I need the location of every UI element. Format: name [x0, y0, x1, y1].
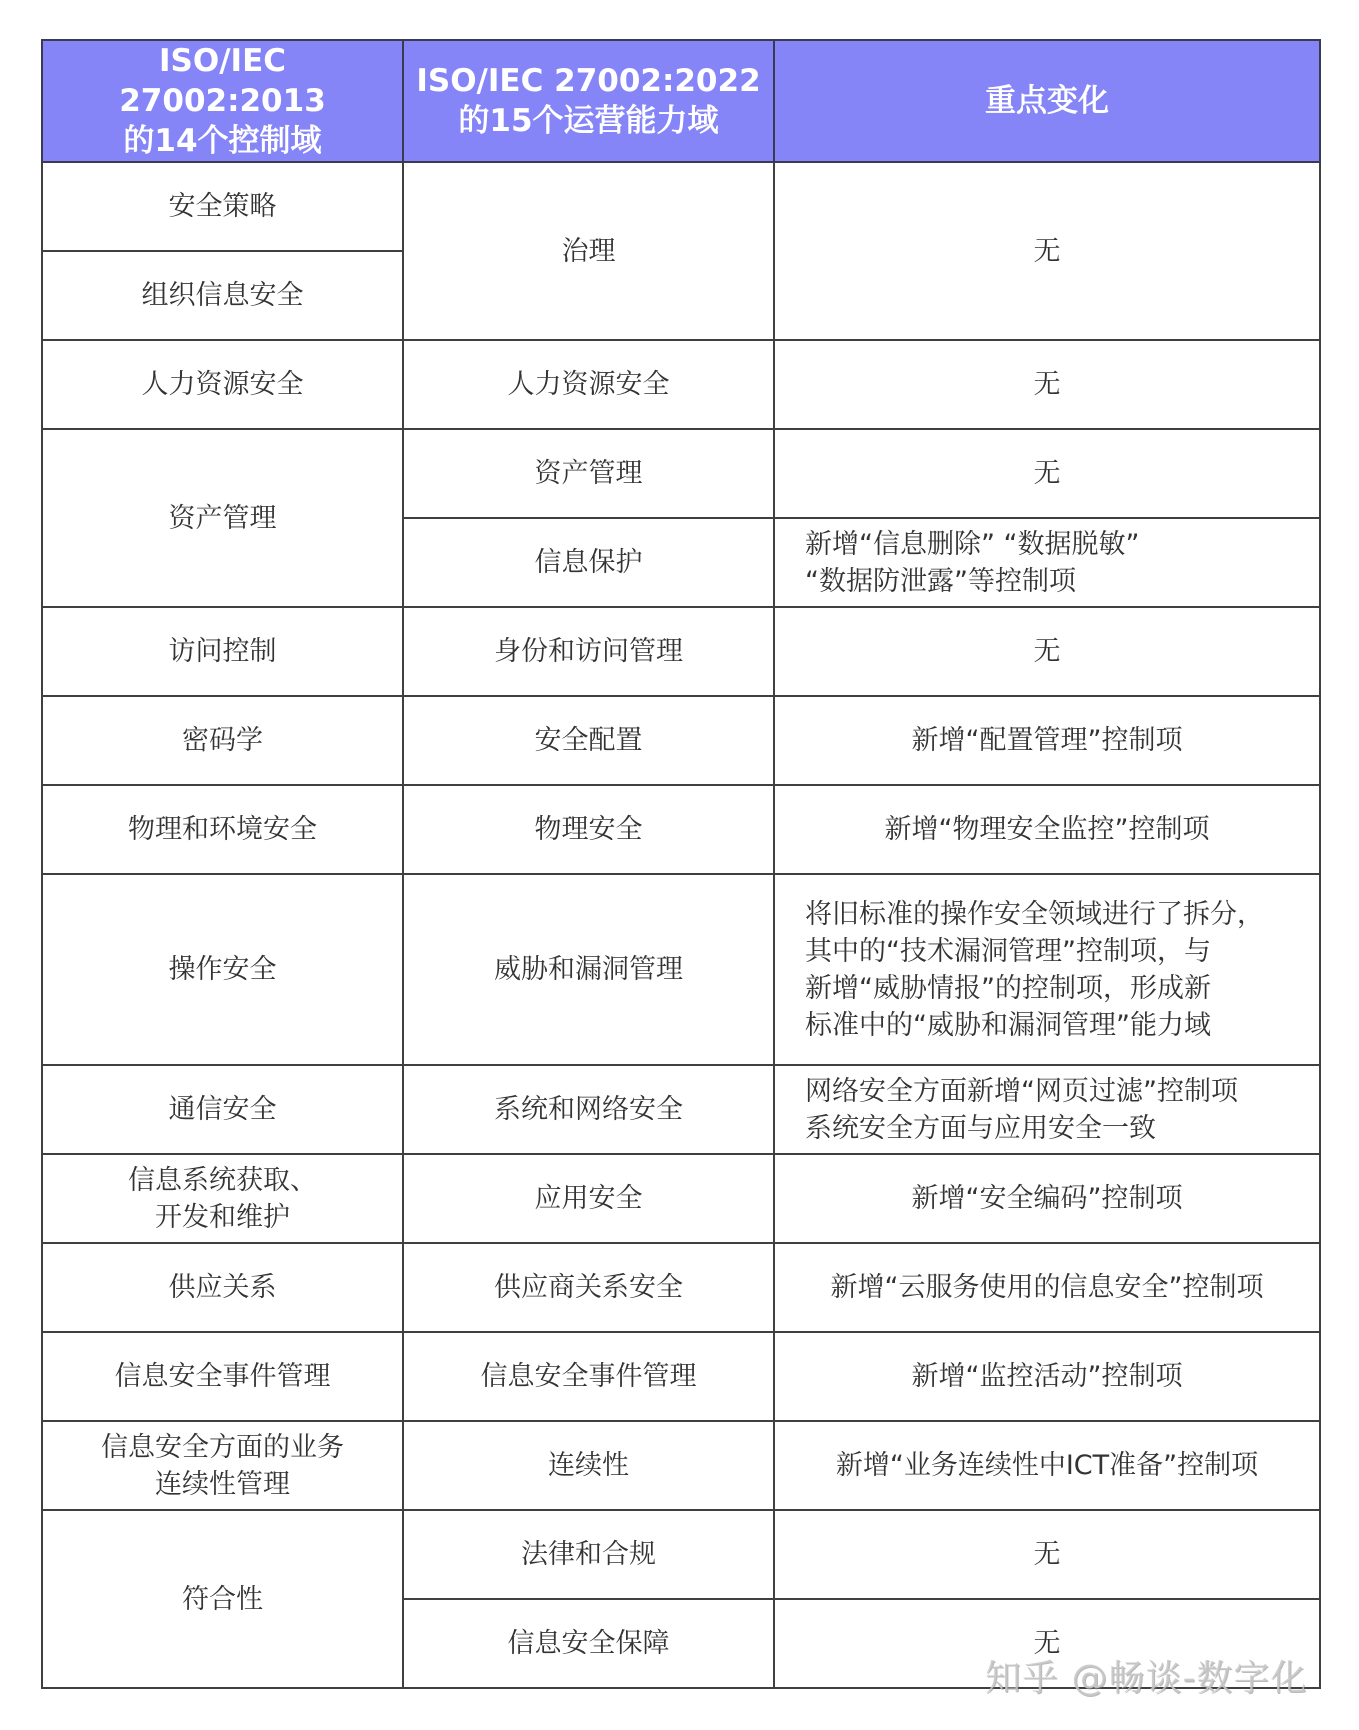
old-domain-cell: 信息安全方面的业务 连续性管理 — [42, 1421, 403, 1510]
change-cell: 网络安全方面新增“网页过滤”控制项 系统安全方面与应用安全一致 — [774, 1065, 1320, 1154]
old-domain-cell: 组织信息安全 — [42, 251, 403, 340]
old-domain-cell: 密码学 — [42, 696, 403, 785]
table-row — [42, 696, 1320, 785]
table-row — [42, 162, 1320, 251]
change-cell: 无 — [774, 162, 1320, 340]
old-domain-cell: 信息安全事件管理 — [42, 1332, 403, 1421]
change-cell: 新增“安全编码”控制项 — [774, 1154, 1320, 1243]
new-domain-cell: 供应商关系安全 — [403, 1243, 774, 1332]
old-domain-cell: 访问控制 — [42, 607, 403, 696]
header-iso-2013: ISO/IEC 27002:2013 的14个控制域 — [42, 40, 403, 162]
table-row — [42, 1332, 1320, 1421]
table-row — [42, 1510, 1320, 1599]
change-cell: 将旧标准的操作安全领域进行了拆分， 其中的“技术漏洞管理”控制项，与 新增“威胁情报”的控制项，形成新 标准中的“威胁和漏洞管理”能力域 — [774, 874, 1320, 1065]
new-domain-cell: 身份和访问管理 — [403, 607, 774, 696]
old-domain-cell: 安全策略 — [42, 162, 403, 251]
old-domain-cell: 通信安全 — [42, 1065, 403, 1154]
new-domain-cell: 安全配置 — [403, 696, 774, 785]
new-domain-cell: 应用安全 — [403, 1154, 774, 1243]
old-domain-cell: 资产管理 — [42, 429, 403, 607]
change-cell: 新增“云服务使用的信息安全”控制项 — [774, 1243, 1320, 1332]
comparison-table — [41, 39, 1321, 1689]
new-domain-cell: 连续性 — [403, 1421, 774, 1510]
table-row — [42, 1421, 1320, 1510]
table-row — [42, 1065, 1320, 1154]
old-domain-cell: 供应关系 — [42, 1243, 403, 1332]
header-iso-2022: ISO/IEC 27002:2022 的15个运营能力域 — [403, 40, 774, 162]
old-domain-cell: 信息系统获取、 开发和维护 — [42, 1154, 403, 1243]
table-row — [42, 785, 1320, 874]
change-cell: 新增“监控活动”控制项 — [774, 1332, 1320, 1421]
change-cell: 无 — [774, 1510, 1320, 1599]
table-row — [42, 607, 1320, 696]
table-row — [42, 340, 1320, 429]
new-domain-cell: 系统和网络安全 — [403, 1065, 774, 1154]
table-row — [42, 1243, 1320, 1332]
table-row — [42, 429, 1320, 518]
table-row — [42, 1154, 1320, 1243]
new-domain-cell: 信息安全事件管理 — [403, 1332, 774, 1421]
change-cell: 无 — [774, 1599, 1320, 1688]
table-header-row — [42, 40, 1320, 162]
change-cell: 新增“信息删除” “数据脱敏” “数据防泄露”等控制项 — [774, 518, 1320, 607]
watermark: 知乎 @畅谈-数字化 — [985, 1658, 1308, 1699]
new-domain-cell: 治理 — [403, 162, 774, 340]
old-domain-cell: 操作安全 — [42, 874, 403, 1065]
old-domain-cell: 人力资源安全 — [42, 340, 403, 429]
new-domain-cell: 威胁和漏洞管理 — [403, 874, 774, 1065]
new-domain-cell: 物理安全 — [403, 785, 774, 874]
table-row — [42, 874, 1320, 1065]
old-domain-cell: 物理和环境安全 — [42, 785, 403, 874]
new-domain-cell: 信息保护 — [403, 518, 774, 607]
change-cell: 无 — [774, 429, 1320, 518]
change-cell: 无 — [774, 607, 1320, 696]
old-domain-cell: 符合性 — [42, 1510, 403, 1688]
change-cell: 新增“配置管理”控制项 — [774, 696, 1320, 785]
new-domain-cell: 法律和合规 — [403, 1510, 774, 1599]
change-cell: 新增“物理安全监控”控制项 — [774, 785, 1320, 874]
change-cell: 无 — [774, 340, 1320, 429]
new-domain-cell: 信息安全保障 — [403, 1599, 774, 1688]
header-key-changes: 重点变化 — [774, 40, 1320, 162]
change-cell: 新增“业务连续性中ICT准备”控制项 — [774, 1421, 1320, 1510]
new-domain-cell: 人力资源安全 — [403, 340, 774, 429]
new-domain-cell: 资产管理 — [403, 429, 774, 518]
